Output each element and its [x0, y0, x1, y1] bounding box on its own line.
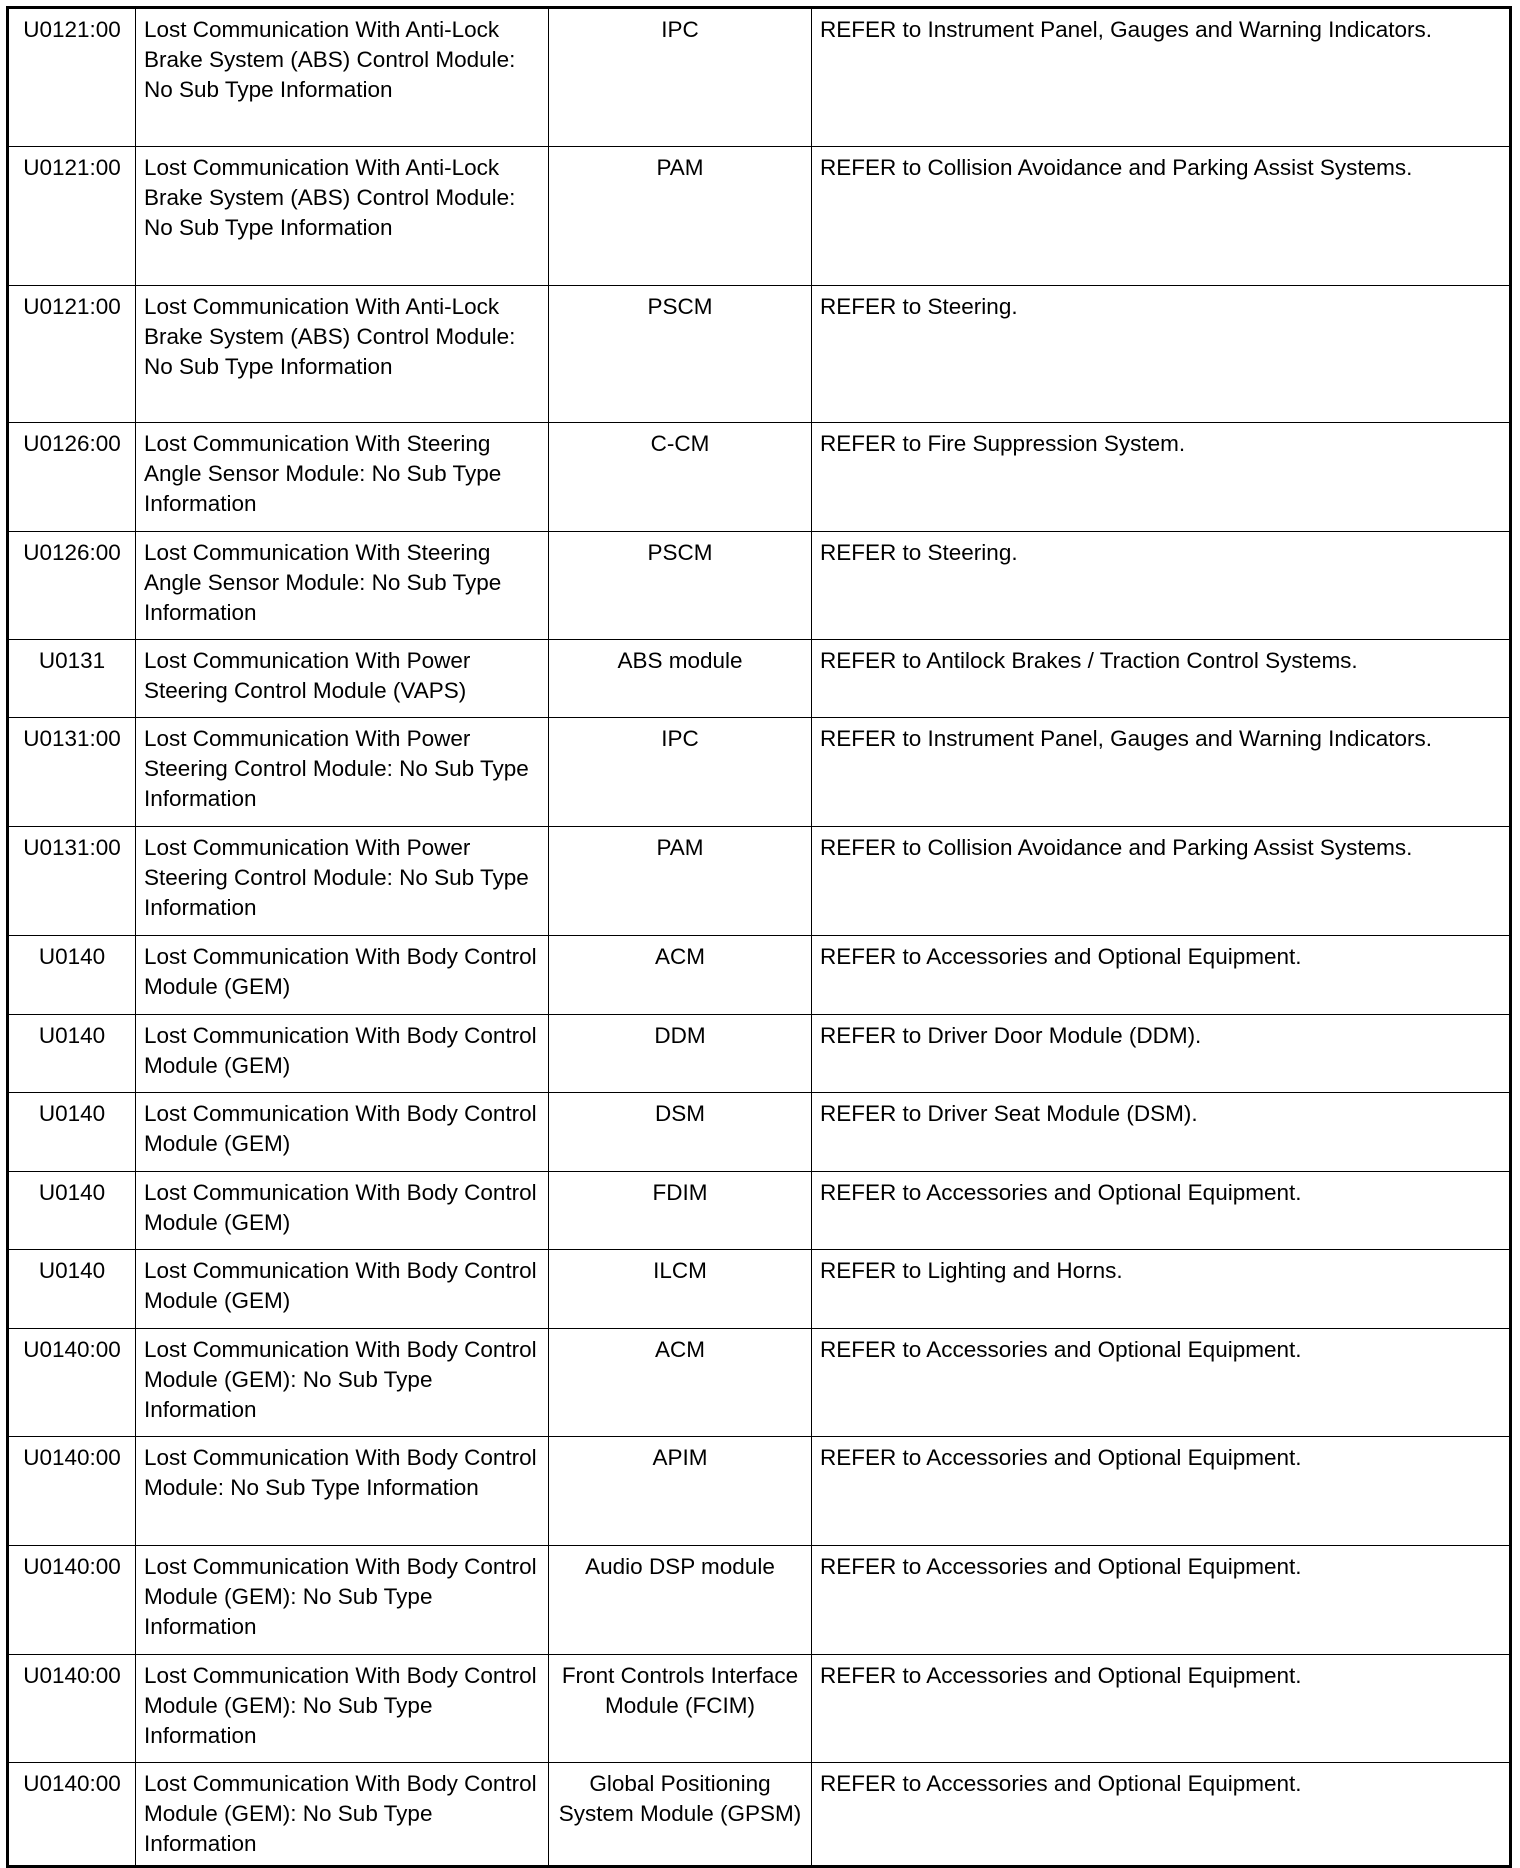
module-name: ABS module [549, 640, 812, 718]
action-text: REFER to Fire Suppression System. [812, 423, 1511, 532]
action-text: REFER to Collision Avoidance and Parking Assist Systems. [812, 827, 1511, 936]
action-text: REFER to Driver Seat Module (DSM). [812, 1093, 1511, 1172]
table-row [8, 1437, 1511, 1546]
dtc-description: Lost Communication With Body Control Module (GEM): No Sub Type Information [136, 1763, 549, 1867]
module-name: ACM [549, 936, 812, 1015]
dtc-description: Lost Communication With Anti-Lock Brake System (ABS) Control Module: No Sub Type Information [136, 8, 549, 147]
dtc-code: U0121:00 [8, 286, 136, 423]
module-name: C-CM [549, 423, 812, 532]
action-text: REFER to Antilock Brakes / Traction Control Systems. [812, 640, 1511, 718]
dtc-description: Lost Communication With Anti-Lock Brake System (ABS) Control Module: No Sub Type Information [136, 147, 549, 286]
dtc-code: U0140 [8, 1250, 136, 1329]
module-name: Audio DSP module [549, 1546, 812, 1655]
module-name: PSCM [549, 532, 812, 640]
action-text: REFER to Steering. [812, 286, 1511, 423]
dtc-code: U0121:00 [8, 8, 136, 147]
dtc-description: Lost Communication With Body Control Module (GEM): No Sub Type Information [136, 1329, 549, 1437]
table-row [8, 936, 1511, 1015]
action-text: REFER to Accessories and Optional Equipment. [812, 1437, 1511, 1546]
dtc-description: Lost Communication With Body Control Module (GEM) [136, 1250, 549, 1329]
table-row [8, 1763, 1511, 1867]
table-row [8, 640, 1511, 718]
dtc-description: Lost Communication With Body Control Module (GEM) [136, 1015, 549, 1093]
module-name: IPC [549, 718, 812, 827]
action-text: REFER to Instrument Panel, Gauges and Warning Indicators. [812, 718, 1511, 827]
dtc-description: Lost Communication With Steering Angle Sensor Module: No Sub Type Information [136, 532, 549, 640]
dtc-description: Lost Communication With Body Control Module: No Sub Type Information [136, 1437, 549, 1546]
dtc-description: Lost Communication With Body Control Module (GEM): No Sub Type Information [136, 1655, 549, 1763]
action-text: REFER to Steering. [812, 532, 1511, 640]
table-row [8, 8, 1511, 147]
module-name: FDIM [549, 1172, 812, 1250]
action-text: REFER to Accessories and Optional Equipment. [812, 1763, 1511, 1867]
dtc-code: U0140 [8, 936, 136, 1015]
dtc-code: U0121:00 [8, 147, 136, 286]
dtc-description: Lost Communication With Power Steering Control Module: No Sub Type Information [136, 718, 549, 827]
action-text: REFER to Accessories and Optional Equipment. [812, 1546, 1511, 1655]
dtc-table-body [8, 8, 1511, 1867]
module-name: ACM [549, 1329, 812, 1437]
dtc-code: U0131:00 [8, 827, 136, 936]
action-text: REFER to Accessories and Optional Equipment. [812, 1329, 1511, 1437]
table-row [8, 1655, 1511, 1763]
dtc-description: Lost Communication With Power Steering Control Module: No Sub Type Information [136, 827, 549, 936]
dtc-description: Lost Communication With Body Control Module (GEM) [136, 936, 549, 1015]
table-row [8, 1250, 1511, 1329]
action-text: REFER to Accessories and Optional Equipment. [812, 936, 1511, 1015]
dtc-description: Lost Communication With Steering Angle Sensor Module: No Sub Type Information [136, 423, 549, 532]
module-name: PAM [549, 827, 812, 936]
action-text: REFER to Driver Door Module (DDM). [812, 1015, 1511, 1093]
dtc-code: U0126:00 [8, 423, 136, 532]
table-row [8, 1546, 1511, 1655]
module-name: PSCM [549, 286, 812, 423]
action-text: REFER to Accessories and Optional Equipment. [812, 1655, 1511, 1763]
dtc-code: U0140:00 [8, 1655, 136, 1763]
action-text: REFER to Lighting and Horns. [812, 1250, 1511, 1329]
module-name: APIM [549, 1437, 812, 1546]
module-name: IPC [549, 8, 812, 147]
dtc-description: Lost Communication With Anti-Lock Brake System (ABS) Control Module: No Sub Type Information [136, 286, 549, 423]
dtc-code: U0140 [8, 1093, 136, 1172]
table-row [8, 423, 1511, 532]
dtc-description: Lost Communication With Power Steering Control Module (VAPS) [136, 640, 549, 718]
action-text: REFER to Collision Avoidance and Parking Assist Systems. [812, 147, 1511, 286]
dtc-code: U0140:00 [8, 1329, 136, 1437]
module-name: Front Controls Interface Module (FCIM) [549, 1655, 812, 1763]
module-name: PAM [549, 147, 812, 286]
dtc-code: U0131 [8, 640, 136, 718]
dtc-description: Lost Communication With Body Control Module (GEM) [136, 1172, 549, 1250]
module-name: DDM [549, 1015, 812, 1093]
dtc-code: U0126:00 [8, 532, 136, 640]
action-text: REFER to Instrument Panel, Gauges and Warning Indicators. [812, 8, 1511, 147]
module-name: ILCM [549, 1250, 812, 1329]
dtc-code: U0140:00 [8, 1763, 136, 1867]
dtc-description: Lost Communication With Body Control Module (GEM): No Sub Type Information [136, 1546, 549, 1655]
dtc-code: U0131:00 [8, 718, 136, 827]
table-row [8, 532, 1511, 640]
module-name: DSM [549, 1093, 812, 1172]
dtc-code: U0140 [8, 1015, 136, 1093]
dtc-code: U0140 [8, 1172, 136, 1250]
dtc-table [6, 6, 1512, 1868]
table-row [8, 286, 1511, 423]
table-row [8, 147, 1511, 286]
dtc-code: U0140:00 [8, 1437, 136, 1546]
table-row [8, 1015, 1511, 1093]
table-row [8, 1329, 1511, 1437]
action-text: REFER to Accessories and Optional Equipment. [812, 1172, 1511, 1250]
table-row [8, 827, 1511, 936]
table-row [8, 1093, 1511, 1172]
module-name: Global Positioning System Module (GPSM) [549, 1763, 812, 1867]
dtc-description: Lost Communication With Body Control Module (GEM) [136, 1093, 549, 1172]
dtc-code: U0140:00 [8, 1546, 136, 1655]
table-row [8, 718, 1511, 827]
table-row [8, 1172, 1511, 1250]
